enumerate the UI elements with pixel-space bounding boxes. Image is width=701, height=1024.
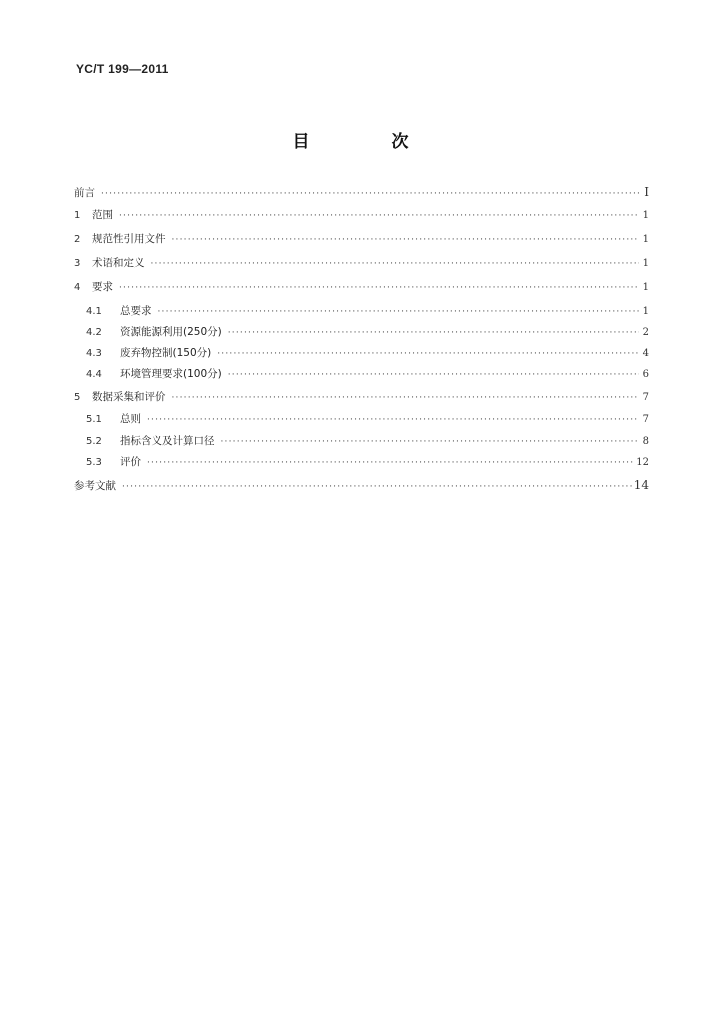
toc-page-number: 1 (642, 210, 649, 221)
toc-page-number: 1 (642, 306, 649, 317)
toc-dot-leader (101, 190, 639, 199)
toc-section-number: 5.2 (86, 436, 102, 447)
toc-page-number: 8 (642, 436, 649, 447)
toc-entry-general-rules[interactable] (86, 414, 649, 425)
toc-entry-label: 前言 (74, 187, 95, 199)
toc-section-number: 4.3 (86, 348, 102, 359)
toc-entry-requirements[interactable] (74, 282, 649, 293)
toc-section-number: 5.3 (86, 457, 102, 468)
toc-entry-label: 总要求 (120, 305, 152, 317)
toc-entry-scope[interactable] (74, 210, 649, 221)
toc-section-number: 4.4 (86, 369, 102, 380)
toc-entry-indicator-meaning[interactable] (86, 436, 649, 447)
toc-entry-general-requirements[interactable] (86, 306, 649, 317)
toc-entry-label: 环境管理要求(100分) (120, 368, 222, 380)
toc-page-number: 1 (642, 282, 649, 293)
toc-section-number: 4.1 (86, 306, 102, 317)
toc-dot-leader (221, 438, 640, 447)
toc-entry-label: 废弃物控制(150分) (120, 347, 212, 359)
toc-dot-leader (151, 260, 640, 269)
toc-entry-label: 要求 (92, 281, 113, 293)
document-code: YC/T 199—2011 (76, 62, 169, 76)
toc-entry-terms-definitions[interactable] (74, 258, 649, 269)
toc-entry-normative-references[interactable] (74, 234, 649, 245)
toc-page-number: 1 (642, 234, 649, 245)
toc-page-number: 14 (633, 478, 649, 492)
toc-dot-leader (228, 371, 639, 380)
toc-section-number: 3 (74, 258, 81, 269)
toc-entry-data-collection[interactable] (74, 392, 649, 403)
toc-section-number: 4.2 (86, 327, 102, 338)
toc-entry-label: 范围 (92, 209, 113, 221)
toc-page-number: 6 (642, 369, 649, 380)
toc-dot-leader (228, 329, 639, 338)
toc-dot-leader (217, 350, 639, 359)
toc-dot-leader (147, 459, 634, 468)
toc-dot-leader (147, 416, 639, 425)
toc-section-number: 5 (74, 392, 81, 403)
toc-entry-label: 参考文献 (74, 480, 116, 492)
toc-section-number: 4 (74, 282, 81, 293)
toc-dot-leader (119, 212, 639, 221)
toc-entry-label: 指标含义及计算口径 (120, 435, 215, 447)
toc-page-number: 1 (642, 258, 649, 269)
toc-entry-label: 术语和定义 (92, 257, 145, 269)
toc-page-number: 4 (642, 348, 649, 359)
toc-entry-resource-energy[interactable] (86, 327, 649, 338)
toc-entry-foreword[interactable] (74, 186, 649, 199)
toc-dot-leader (172, 394, 640, 403)
toc-entry-label: 资源能源利用(250分) (120, 326, 222, 338)
toc-entry-label: 规范性引用文件 (92, 233, 166, 245)
toc-entry-evaluation[interactable] (86, 457, 649, 468)
toc-dot-leader (122, 483, 632, 492)
toc-entry-environmental-management[interactable] (86, 369, 649, 380)
toc-page-number: I (644, 185, 649, 199)
toc-page-number: 7 (642, 414, 649, 425)
toc-entry-label: 总则 (120, 413, 141, 425)
toc-section-number: 1 (74, 210, 81, 221)
toc-section-number: 2 (74, 234, 81, 245)
toc-dot-leader (172, 236, 640, 245)
toc-section-number: 5.1 (86, 414, 102, 425)
toc-entry-bibliography[interactable] (74, 479, 649, 492)
toc-page-number: 7 (642, 392, 649, 403)
toc-entry-label: 数据采集和评价 (92, 391, 166, 403)
toc-dot-leader (119, 284, 639, 293)
toc-page-number: 12 (636, 457, 649, 468)
page-title: 目 次 (292, 132, 447, 152)
toc-entry-label: 评价 (120, 456, 141, 468)
toc-page-number: 2 (642, 327, 649, 338)
toc-dot-leader (158, 308, 640, 317)
toc-entry-waste-control[interactable] (86, 348, 649, 359)
